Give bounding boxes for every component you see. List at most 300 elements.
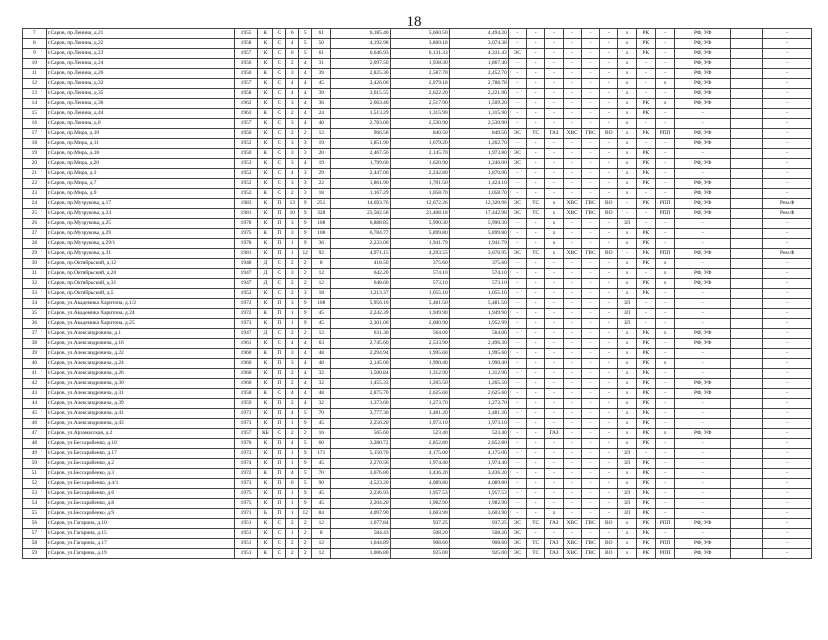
cell-address: г.Саров, пр.Октябрьский, д.12 <box>46 259 234 269</box>
cell-power: ЭС <box>508 159 526 169</box>
cell-equip-a: х <box>618 79 636 89</box>
cell-equip-b: - <box>636 299 655 309</box>
cell-gas: - <box>545 489 563 499</box>
cell-total-area: 1,006.80 <box>331 549 390 559</box>
cell-repair-fund: - <box>675 509 731 519</box>
cell-hot-water: - <box>581 309 599 319</box>
cell-year: 1960 <box>234 359 258 369</box>
cell-equip-b: РК <box>636 279 655 289</box>
cell-fund-type: - <box>763 119 812 129</box>
cell-apartments: 60 <box>312 439 331 449</box>
cell-address: г.Саров, пр.Мира, д.18 <box>46 149 234 159</box>
cell-equip-b: РК <box>636 409 655 419</box>
table-row <box>23 69 812 79</box>
cell-equip-a: х <box>618 139 636 149</box>
cell-power: - <box>508 289 526 299</box>
cell-address: г.Саров, ул.Александровича, д.31 <box>46 389 234 399</box>
cell-fund-type: - <box>763 429 812 439</box>
cell-row-number: 57 <box>23 529 47 539</box>
cell-wall-type: Б <box>258 509 273 519</box>
cell-equip-b: РК <box>636 469 655 479</box>
cell-sewer: - <box>600 29 618 39</box>
cell-wall-type: К <box>258 369 273 379</box>
cell-gas: - <box>545 379 563 389</box>
cell-equip-a: - <box>618 209 636 219</box>
cell-heating: - <box>527 529 545 539</box>
cell-equip-b: - <box>636 119 655 129</box>
cell-residential-area: 2,452.70 <box>449 69 508 79</box>
cell-sections: 1 <box>286 529 299 539</box>
cell-material: С <box>273 99 286 109</box>
cell-residential-area: 1,315.90 <box>449 109 508 119</box>
cell-sewer: ВО <box>600 249 618 259</box>
cell-row-number: 25 <box>23 209 47 219</box>
cell-floors: 3 <box>299 139 312 149</box>
cell-equip-c: х <box>655 79 674 89</box>
cell-equip-c: РПП <box>655 539 674 549</box>
cell-total-area: 1,167.29 <box>331 189 390 199</box>
cell-row-number: 56 <box>23 519 47 529</box>
cell-living-area: 1,265.50 <box>390 379 449 389</box>
cell-address: г.Саров, ул.Бессарабенко, д.10 <box>46 439 234 449</box>
cell-residential-area: 1,312.90 <box>449 369 508 379</box>
cell-equip-b: РК <box>636 479 655 489</box>
cell-material: П <box>273 319 286 329</box>
cell-living-area: 5,990.30 <box>390 219 449 229</box>
cell-wall-type: Д <box>258 329 273 339</box>
cell-living-area: 2,530.90 <box>390 119 449 129</box>
cell-floors: 2 <box>299 259 312 269</box>
cell-note <box>731 519 763 529</box>
cell-residential-area: 1,262.70 <box>449 139 508 149</box>
cell-equip-a: х <box>618 389 636 399</box>
cell-address: г.Саров, ул.Александровича, д.24 <box>46 359 234 369</box>
cell-wall-type: К <box>258 349 273 359</box>
cell-sections: 4 <box>286 439 299 449</box>
cell-note <box>731 139 763 149</box>
cell-note <box>731 299 763 309</box>
cell-fund-type: - <box>763 39 812 49</box>
cell-sewer: - <box>600 459 618 469</box>
cell-equip-b: РК <box>636 49 655 59</box>
cell-total-area: 1,851.90 <box>331 139 390 149</box>
cell-sections: 1 <box>286 459 299 469</box>
cell-repair-fund: - <box>675 229 731 239</box>
cell-apartments: 22 <box>312 179 331 189</box>
cell-floors: 3 <box>299 169 312 179</box>
cell-material: С <box>273 289 286 299</box>
cell-wall-type: К <box>258 189 273 199</box>
cell-address: г.Саров, ул.Александровича, д.41 <box>46 409 234 419</box>
cell-sewer: - <box>600 189 618 199</box>
cell-equip-a: - <box>618 249 636 259</box>
cell-living-area: 840.50 <box>390 129 449 139</box>
cell-cold-water: - <box>563 449 581 459</box>
cell-address: г.Саров, ул.Гагарина, д.10 <box>46 519 234 529</box>
cell-hot-water: - <box>581 59 599 69</box>
cell-living-area: 1,312.90 <box>390 369 449 379</box>
cell-row-number: 7 <box>23 29 47 39</box>
cell-power: - <box>508 319 526 329</box>
cell-sewer: - <box>600 299 618 309</box>
cell-hot-water: ГВС <box>581 129 599 139</box>
cell-hot-water: - <box>581 139 599 149</box>
cell-equip-a: х <box>618 289 636 299</box>
cell-cold-water: - <box>563 179 581 189</box>
cell-material: С <box>273 429 286 439</box>
cell-living-area: 2,587.70 <box>390 69 449 79</box>
cell-sections: 6 <box>286 49 299 59</box>
cell-power: - <box>508 69 526 79</box>
cell-gas: - <box>545 269 563 279</box>
cell-year: 1972 <box>234 449 258 459</box>
cell-floors: 5 <box>299 409 312 419</box>
cell-note <box>731 349 763 359</box>
cell-heating: - <box>527 119 545 129</box>
cell-sections: 3 <box>286 359 299 369</box>
cell-fund-type: - <box>763 379 812 389</box>
cell-repair-fund: - <box>675 169 731 179</box>
cell-row-number: 17 <box>23 129 47 139</box>
cell-apartments: 108 <box>312 299 331 309</box>
cell-repair-fund: - <box>675 259 731 269</box>
cell-hot-water: - <box>581 159 599 169</box>
cell-living-area: 1,982.90 <box>390 499 449 509</box>
cell-heating: - <box>527 469 545 479</box>
cell-address: г.Саров, пр.Мира, д.10 <box>46 129 234 139</box>
cell-apartments: 12 <box>312 539 331 549</box>
cell-year: 1951 <box>234 539 258 549</box>
cell-floors: 2 <box>299 429 312 439</box>
cell-floors: 9 <box>299 419 312 429</box>
cell-apartments: 108 <box>312 229 331 239</box>
cell-apartments: 328 <box>312 209 331 219</box>
cell-year: 1976 <box>234 439 258 449</box>
cell-apartments: 24 <box>312 109 331 119</box>
cell-hot-water: - <box>581 39 599 49</box>
cell-repair-fund: - <box>675 319 731 329</box>
table-row <box>23 459 812 469</box>
cell-gas: - <box>545 389 563 399</box>
cell-year: 1950 <box>234 149 258 159</box>
cell-total-area: 642.20 <box>331 269 390 279</box>
cell-hot-water: - <box>581 239 599 249</box>
cell-wall-type: К <box>258 149 273 159</box>
cell-gas: ГАЗ <box>545 429 563 439</box>
cell-power: - <box>508 309 526 319</box>
cell-heating: - <box>527 459 545 469</box>
cell-material: С <box>273 39 286 49</box>
cell-fund-type: - <box>763 479 812 489</box>
cell-note <box>731 89 763 99</box>
cell-floors: 2 <box>299 269 312 279</box>
cell-total-area: 3,015.55 <box>331 89 390 99</box>
cell-equip-c: - <box>655 499 674 509</box>
cell-fund-type: - <box>763 539 812 549</box>
cell-power: - <box>508 299 526 309</box>
cell-material: П <box>273 309 286 319</box>
cell-equip-c: - <box>655 449 674 459</box>
cell-note <box>731 169 763 179</box>
cell-material: П <box>273 229 286 239</box>
cell-gas: - <box>545 89 563 99</box>
cell-gas: - <box>545 299 563 309</box>
cell-floors: 9 <box>299 309 312 319</box>
cell-equip-c: - <box>655 339 674 349</box>
table-row <box>23 449 812 459</box>
cell-fund-type: - <box>763 409 812 419</box>
cell-total-area: 2,233.06 <box>331 239 390 249</box>
cell-wall-type: К <box>258 119 273 129</box>
cell-repair-fund: РФ, УФ <box>675 49 731 59</box>
cell-address: г.Саров, ул.Арзамасская, д.2 <box>46 429 234 439</box>
cell-apartments: 171 <box>312 449 331 459</box>
cell-cold-water: - <box>563 379 581 389</box>
cell-floors: 9 <box>299 299 312 309</box>
cell-repair-fund: РФ, УФ <box>675 249 731 259</box>
cell-equip-b: РК <box>636 399 655 409</box>
cell-equip-c: х <box>655 269 674 279</box>
cell-apartments: 36 <box>312 99 331 109</box>
cell-equip-c: - <box>655 289 674 299</box>
cell-floors: 5 <box>299 29 312 39</box>
cell-equip-b: - <box>636 269 655 279</box>
cell-gas: - <box>545 329 563 339</box>
cell-residential-area: 573.10 <box>449 279 508 289</box>
cell-equip-c: - <box>655 529 674 539</box>
cell-material: П <box>273 419 286 429</box>
cell-sections: 3 <box>286 179 299 189</box>
cell-note <box>731 539 763 549</box>
cell-residential-area: 2,788.78 <box>449 79 508 89</box>
cell-material: П <box>273 239 286 249</box>
cell-hot-water: ГВС <box>581 539 599 549</box>
cell-heating: - <box>527 99 545 109</box>
cell-row-number: 33 <box>23 289 47 299</box>
cell-wall-type: К <box>258 229 273 239</box>
cell-year: 1951 <box>234 519 258 529</box>
cell-row-number: 28 <box>23 239 47 249</box>
cell-year: 1952 <box>234 139 258 149</box>
cell-wall-type: К <box>258 209 273 219</box>
cell-equip-c: - <box>655 409 674 419</box>
table-row <box>23 179 812 189</box>
cell-gas: - <box>545 179 563 189</box>
cell-fund-type: Рем.Ф <box>763 199 812 209</box>
cell-floors: 9 <box>299 499 312 509</box>
cell-equip-a: х <box>618 479 636 489</box>
cell-row-number: 41 <box>23 369 47 379</box>
cell-year: 1957 <box>234 119 258 129</box>
cell-apartments: 39 <box>312 69 331 79</box>
table-row <box>23 529 812 539</box>
cell-gas: - <box>545 189 563 199</box>
cell-repair-fund: - <box>675 239 731 249</box>
cell-address: г.Саров, пр.Ленина, д.22 <box>46 39 234 49</box>
cell-floors: 2 <box>299 529 312 539</box>
cell-power: - <box>508 59 526 69</box>
table-row <box>23 519 812 529</box>
cell-apartments: 36 <box>312 239 331 249</box>
cell-total-area: 1,513.29 <box>331 109 390 119</box>
cell-cold-water: - <box>563 279 581 289</box>
cell-power: - <box>508 459 526 469</box>
cell-cold-water: ХВС <box>563 519 581 529</box>
cell-hot-water: - <box>581 319 599 329</box>
cell-row-number: 26 <box>23 219 47 229</box>
cell-row-number: 22 <box>23 179 47 189</box>
cell-equip-a: х <box>618 149 636 159</box>
cell-equip-a: х <box>618 329 636 339</box>
cell-sections: 3 <box>286 139 299 149</box>
cell-power: ЭС <box>508 49 526 59</box>
cell-living-area: 375.60 <box>390 259 449 269</box>
table-row <box>23 269 812 279</box>
cell-residential-area: 17,442.98 <box>449 209 508 219</box>
cell-equip-a: х <box>618 39 636 49</box>
cell-material: П <box>273 449 286 459</box>
cell-equip-c: - <box>655 399 674 409</box>
cell-equip-b: РК <box>636 439 655 449</box>
cell-heating: ТС <box>527 209 545 219</box>
cell-floors: 4 <box>299 89 312 99</box>
cell-row-number: 34 <box>23 299 47 309</box>
cell-living-area: 1,974.40 <box>390 459 449 469</box>
cell-row-number: 19 <box>23 149 47 159</box>
cell-sewer: - <box>600 449 618 459</box>
cell-address: г.Саров, пр.Ленина, д.44 <box>46 109 234 119</box>
cell-fund-type: - <box>763 289 812 299</box>
cell-sections: 3 <box>286 159 299 169</box>
cell-fund-type: - <box>763 339 812 349</box>
cell-address: г.Саров, ул.Бессарабенко, д.2 <box>46 459 234 469</box>
cell-hot-water: - <box>581 339 599 349</box>
cell-residential-area: 1,973.80 <box>449 149 508 159</box>
cell-equip-c: - <box>655 459 674 469</box>
cell-total-area: 1,077.84 <box>331 519 390 529</box>
cell-gas: - <box>545 339 563 349</box>
cell-floors: 3 <box>299 179 312 189</box>
cell-sewer: ВО <box>600 539 618 549</box>
table-row <box>23 139 812 149</box>
cell-living-area: 1,973.10 <box>390 419 449 429</box>
cell-sewer: - <box>600 489 618 499</box>
cell-material: П <box>273 499 286 509</box>
cell-equip-b: - <box>636 79 655 89</box>
cell-sections: 13 <box>286 199 299 209</box>
cell-repair-fund: - <box>675 359 731 369</box>
cell-power: - <box>508 379 526 389</box>
cell-power: - <box>508 109 526 119</box>
cell-row-number: 36 <box>23 319 47 329</box>
cell-row-number: 16 <box>23 119 47 129</box>
cell-note <box>731 29 763 39</box>
cell-living-area: 1,957.53 <box>390 489 449 499</box>
cell-residential-area: 574.10 <box>449 269 508 279</box>
cell-power: - <box>508 29 526 39</box>
cell-heating: - <box>527 489 545 499</box>
cell-sewer: ВО <box>600 549 618 559</box>
cell-apartments: 16 <box>312 429 331 439</box>
cell-note <box>731 79 763 89</box>
cell-year: 1952 <box>234 169 258 179</box>
cell-equip-a: х <box>618 529 636 539</box>
cell-heating: - <box>527 229 545 239</box>
cell-living-area: 3,436.20 <box>390 469 449 479</box>
cell-heating: - <box>527 139 545 149</box>
cell-total-area: 4,192.98 <box>331 39 390 49</box>
table-row <box>23 319 812 329</box>
cell-note <box>731 549 763 559</box>
cell-total-area: 565.60 <box>331 429 390 439</box>
cell-row-number: 27 <box>23 229 47 239</box>
cell-year: 1958 <box>234 89 258 99</box>
cell-cold-water: - <box>563 499 581 509</box>
cell-total-area: 1,373.60 <box>331 399 390 409</box>
cell-equip-c: - <box>655 439 674 449</box>
cell-row-number: 43 <box>23 389 47 399</box>
cell-total-area: 4,971.15 <box>331 249 390 259</box>
cell-equip-c: х <box>655 99 674 109</box>
cell-equip-b: - <box>636 69 655 79</box>
cell-sections: 4 <box>286 409 299 419</box>
cell-fund-type: - <box>763 59 812 69</box>
cell-equip-c: - <box>655 149 674 159</box>
cell-apartments: 45 <box>312 79 331 89</box>
cell-row-number: 15 <box>23 109 47 119</box>
cell-sections: 4 <box>286 469 299 479</box>
cell-equip-c: х <box>655 329 674 339</box>
cell-heating: - <box>527 429 545 439</box>
cell-repair-fund: РФ, УФ <box>675 429 731 439</box>
cell-living-area: 2,242.80 <box>390 169 449 179</box>
cell-residential-area: 1,952.99 <box>449 319 508 329</box>
cell-heating: - <box>527 379 545 389</box>
cell-heating: - <box>527 149 545 159</box>
cell-material: С <box>273 49 286 59</box>
cell-power: ЭС <box>508 519 526 529</box>
cell-floors: 4 <box>299 399 312 409</box>
table-row <box>23 99 812 109</box>
cell-sections: 4 <box>286 339 299 349</box>
cell-gas: - <box>545 349 563 359</box>
cell-hot-water: - <box>581 499 599 509</box>
cell-equip-c: - <box>655 159 674 169</box>
cell-total-area: 2,467.56 <box>331 149 390 159</box>
cell-equip-a: х <box>618 119 636 129</box>
cell-living-area: 6,131.33 <box>390 49 449 59</box>
cell-year: 1981 <box>234 209 258 219</box>
cell-living-area: 4,175.00 <box>390 449 449 459</box>
cell-sewer: - <box>600 289 618 299</box>
cell-cold-water: - <box>563 49 581 59</box>
cell-heating: ТС <box>527 539 545 549</box>
cell-address: г.Саров, пр.Мира, д.11 <box>46 139 234 149</box>
cell-year: 1981 <box>234 249 258 259</box>
cell-equip-a: ЗЛ <box>618 309 636 319</box>
cell-year: 1952 <box>234 179 258 189</box>
cell-apartments: 32 <box>312 379 331 389</box>
table-row <box>23 199 812 209</box>
cell-equip-c: - <box>655 319 674 329</box>
cell-residential-area: 2,625.60 <box>449 389 508 399</box>
cell-equip-c: - <box>655 109 674 119</box>
cell-material: П <box>273 479 286 489</box>
cell-sewer: - <box>600 279 618 289</box>
cell-cold-water: - <box>563 389 581 399</box>
cell-equip-a: х <box>618 549 636 559</box>
cell-floors: 2 <box>299 519 312 529</box>
